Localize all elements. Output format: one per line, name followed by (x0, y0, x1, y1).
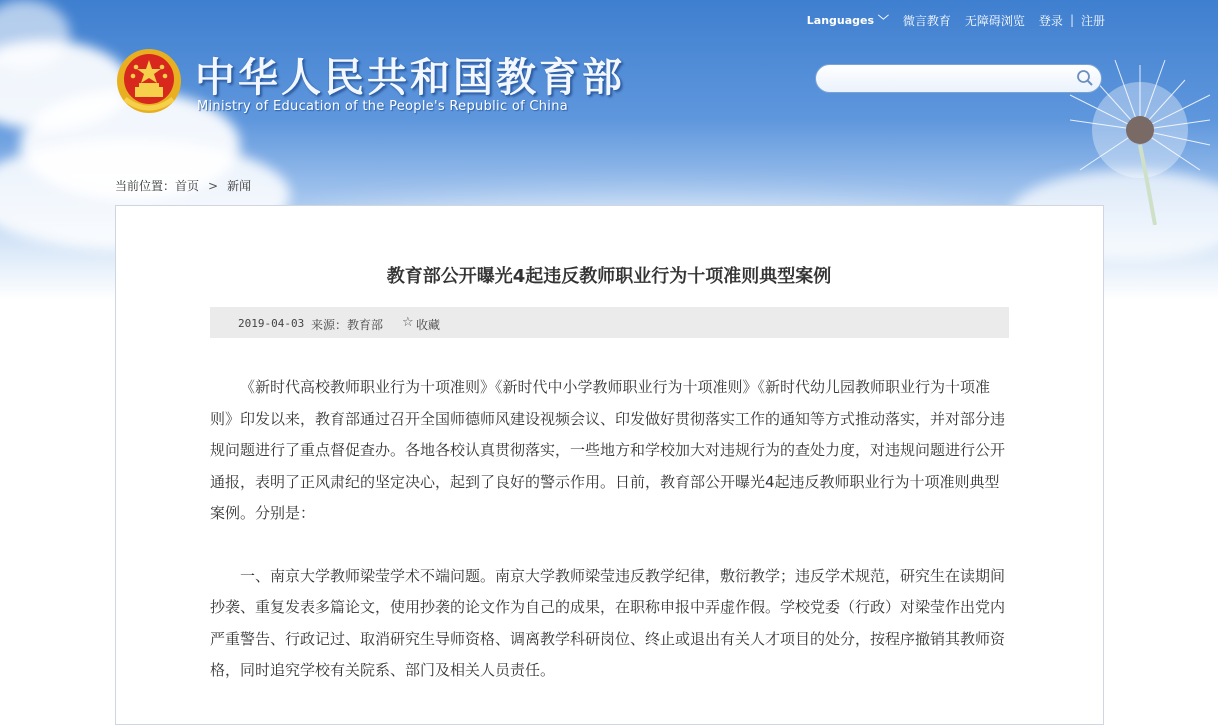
site-title[interactable]: 中华人民共和国教育部 (195, 55, 625, 101)
article-paragraph: 《新时代高校教师职业行为十项准则》《新时代中小学教师职业行为十项准则》《新时代幼儿园教师职业行为十项准则》印发以来，教育部通过召开全国师德师风建设视频会议、印发做好贯彻落实工作的通知等方式推动落实，并对部分违规问题进行了重点督促查办。各地各校认真贯彻落实，一些地方和学校加大对违规行为的查处力度，对违规问题进行公开通报，表明了正风肃纪的坚定决心，起到了良好的警示作用。日前，教育部公开曝光4起违反教师职业行为十项准则典型案例。分别是： (210, 378, 1006, 522)
article-paragraph: 一、南京大学教师梁莹学术不端问题。南京大学教师梁莹违反教学纪律，敷衍教学；违反学术规范，研究生在读期间抄袭、重复发表多篇论文，使用抄袭的论文作为自己的成果，在职称申报中弄虚作假。学校党委（行政）对梁莹作出党内严重警告、行政记过、取消研究生导师资格、调离教学科研岗位、终止或退出有关人才项目的处分，按程序撤销其教师资格，同时追究学校有关院系、部门及相关人员责任。 (210, 566, 1006, 679)
languages-menu[interactable]: Languages ﹀ (806, 14, 889, 27)
article-body (210, 372, 1010, 687)
article-source: 来源：教育部 (311, 318, 384, 332)
search-box[interactable] (815, 64, 1102, 93)
site-title-english: Ministry of Education of the People's Republic of China (197, 99, 569, 114)
chevron-right-icon: > (208, 179, 219, 193)
search-icon[interactable] (1075, 68, 1095, 88)
breadcrumb-home[interactable]: 首页 (175, 179, 200, 193)
languages-label: Languages (806, 14, 875, 27)
breadcrumb-current[interactable]: 新闻 (227, 179, 252, 193)
article-meta-bar (210, 307, 1009, 338)
article-title: 教育部公开曝光4起违反教师职业行为十项准则典型案例 (386, 266, 832, 287)
link-accessibility[interactable]: 无障碍浏览 (964, 13, 1025, 28)
top-links-bar (807, 10, 1105, 30)
breadcrumb-prefix: 当前位置： (115, 179, 176, 193)
favorite-button[interactable]: 收藏 (416, 318, 441, 332)
national-emblem-icon (115, 47, 183, 117)
link-weiyan-jiaoyu[interactable]: 微言教育 (902, 13, 951, 28)
article-date: 2019-04-03 (238, 317, 305, 330)
link-register[interactable]: 注册 (1080, 13, 1105, 28)
link-separator: | (1069, 13, 1074, 27)
star-icon[interactable]: ☆ (402, 315, 414, 330)
link-login[interactable]: 登录 (1038, 13, 1063, 28)
breadcrumb (115, 177, 251, 194)
